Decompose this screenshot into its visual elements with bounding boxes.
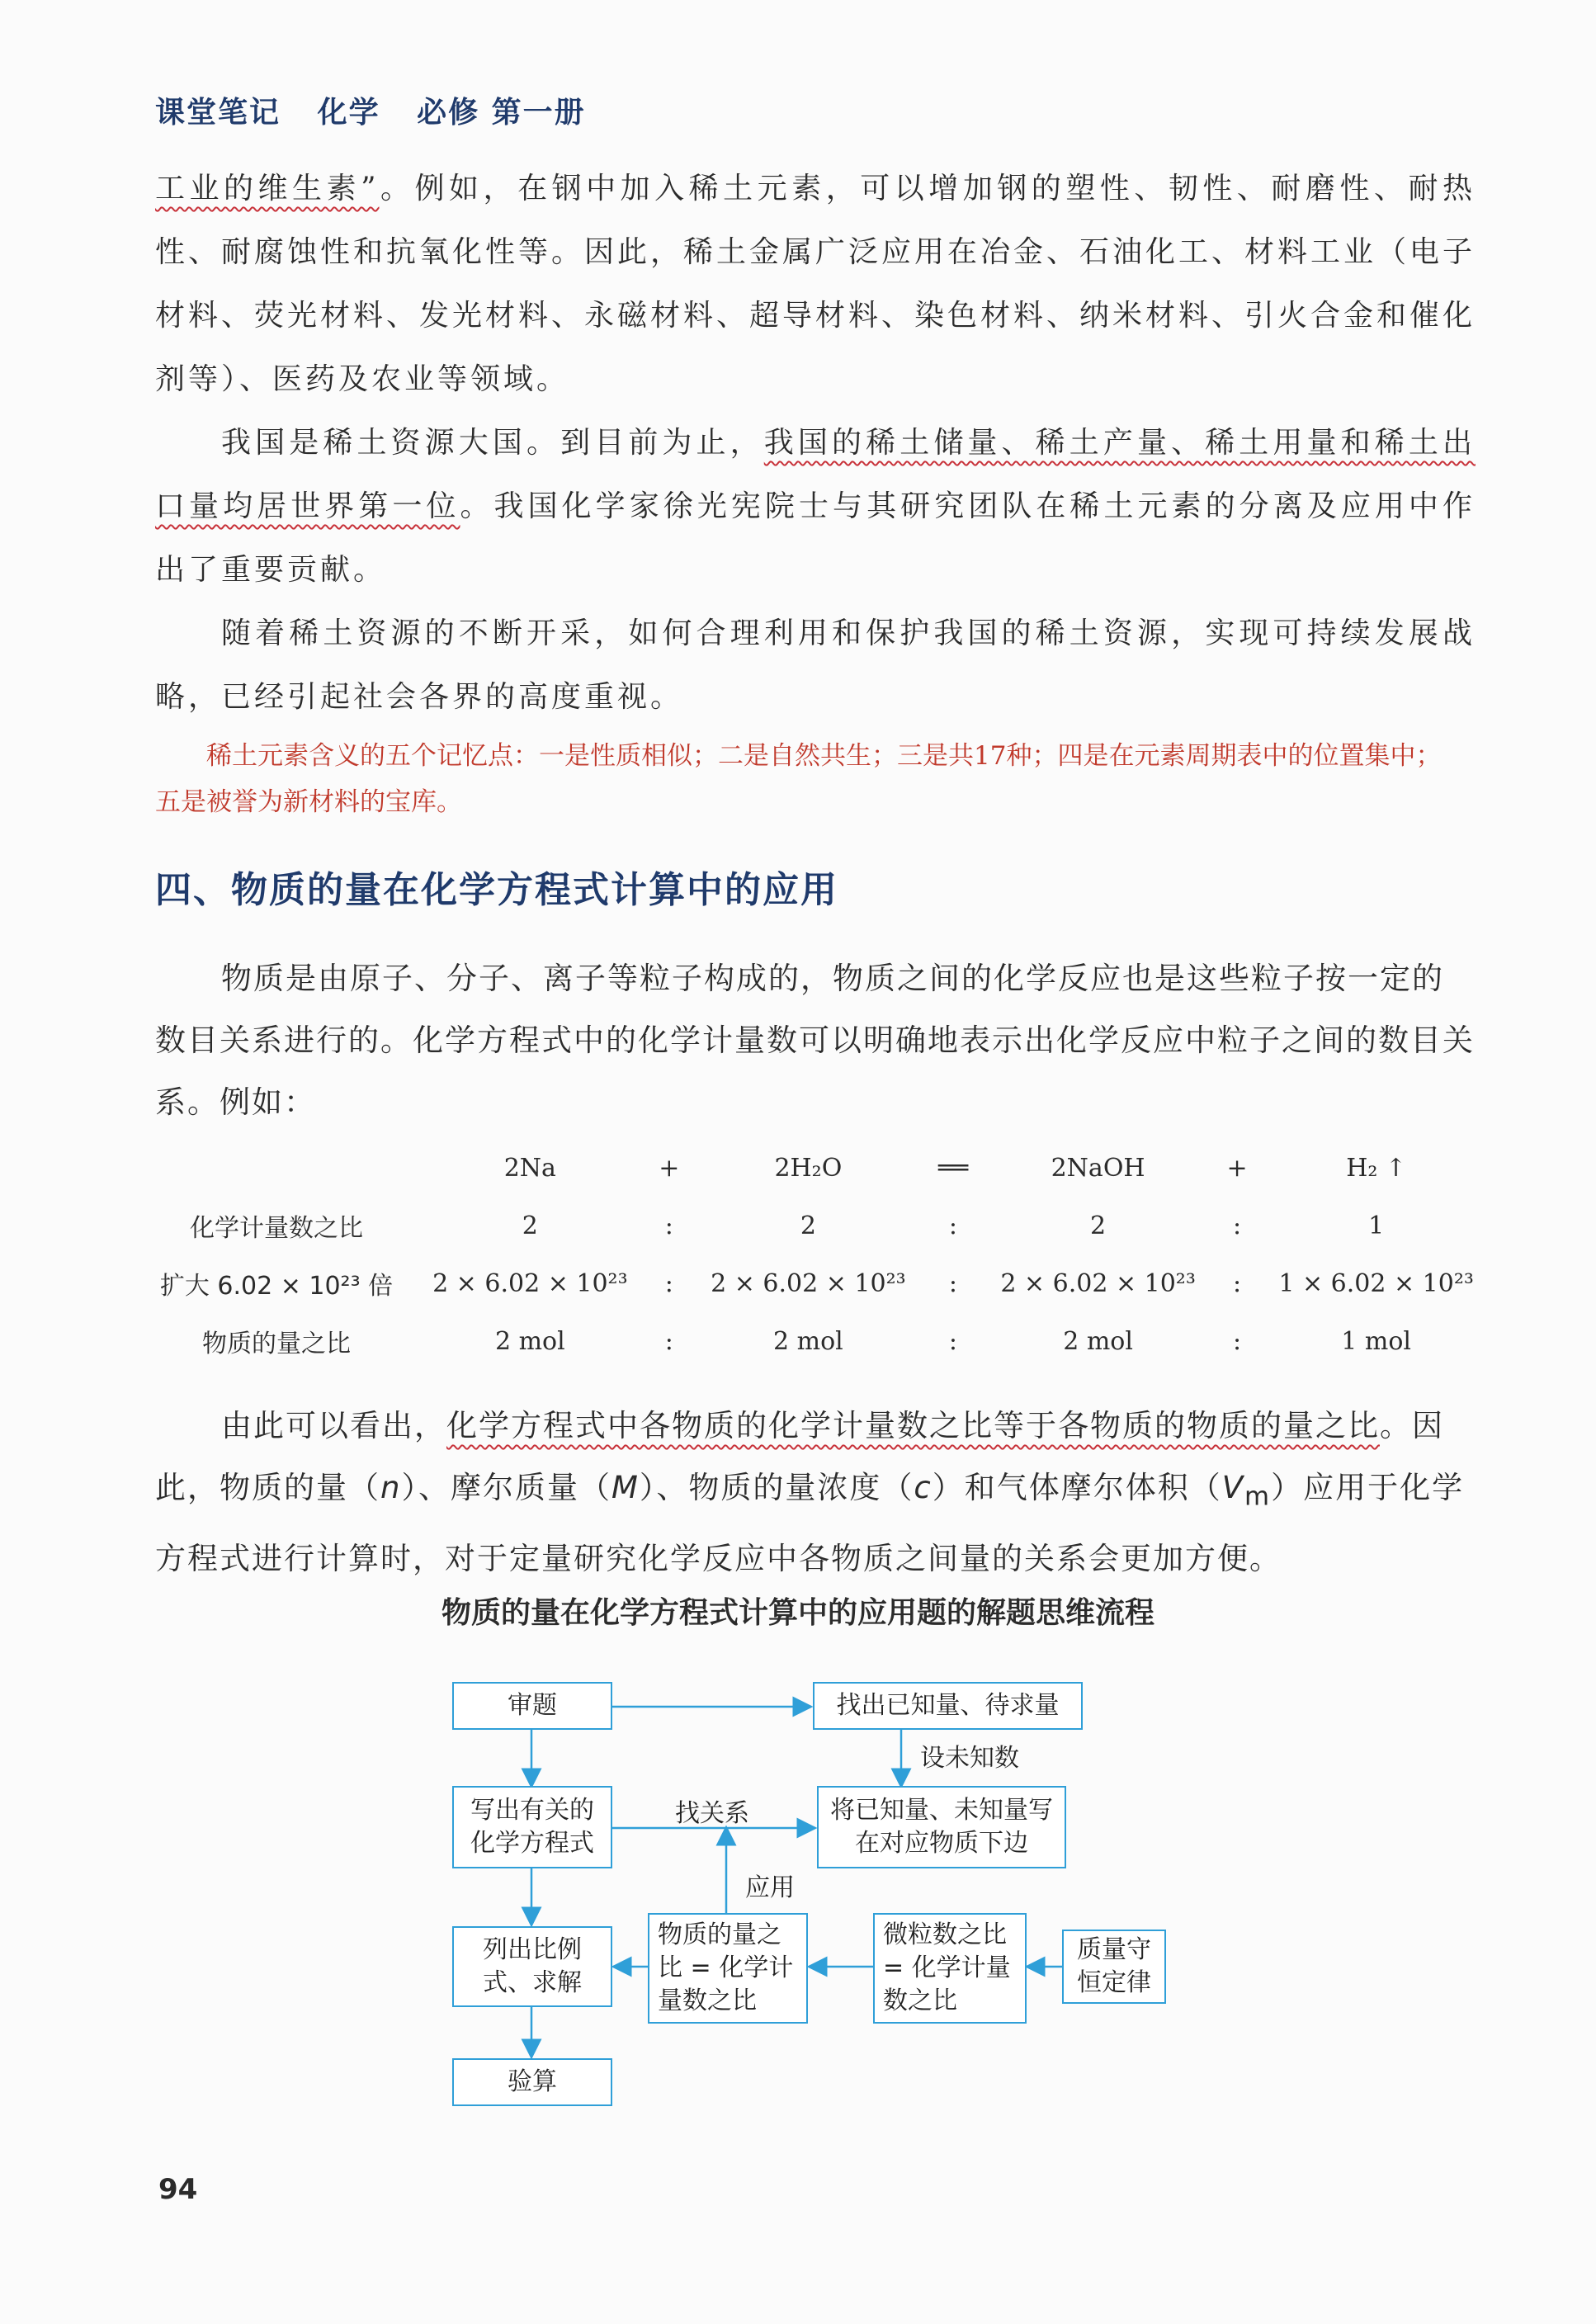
symbol-m-molar: M: [611, 1470, 640, 1505]
cell: :: [948, 1268, 958, 1298]
cell: :: [664, 1326, 673, 1356]
cell: :: [1233, 1211, 1242, 1240]
p2-lead: 由此可以看出，: [221, 1408, 446, 1443]
symbol-v-subscript: m: [1244, 1481, 1272, 1512]
flow-particle-ratio-box: 微粒数之比 = 化学计量数之比: [873, 1913, 1027, 2024]
cell: 1 mol: [1341, 1326, 1412, 1356]
flow-mol-ratio-box: 物质的量之比 = 化学计量数之比: [648, 1913, 808, 2024]
species-plus-2: +: [1226, 1153, 1248, 1183]
flow-review-box: 审题: [452, 1682, 612, 1730]
cell: 2 mol: [494, 1326, 565, 1356]
flow-ratio-solve-box: 列出比例式、求解: [452, 1926, 612, 2007]
flow-find-known-box: 找出已知量、待求量: [813, 1682, 1083, 1730]
row-label: 物质的量之比: [202, 1330, 351, 1358]
symbol-v: V: [1221, 1470, 1245, 1505]
flow-check-box: 验算: [452, 2058, 612, 2106]
memory-note-line-1: 稀土元素含义的五个记忆点：一是性质相似；二是自然共生；三是共17种；四是在元素周期表中的位置集中；: [206, 741, 1442, 771]
section-title: 四、物质的量在化学方程式计算中的应用: [155, 869, 838, 911]
symbol-c: c: [914, 1470, 933, 1505]
intro-text: 。例如，在钢中加入稀土元素，可以增加钢的塑性、韧性、耐磨性、耐热性、耐腐蚀性和抗氧化性等。因此，稀土金属广泛应用在冶金、石油化工、材料工业（电子材料、荧光材料、发光材料、永磁材料、超导材料、染色材料、纳米材料、引火合金和催化剂等）、医药及农业等领域。: [155, 172, 1476, 396]
p2-tail: 。我国化学家徐光宪院士与其研究团队在稀土元素的分离及应用中作出了重要贡献。: [155, 489, 1476, 587]
cell: :: [948, 1211, 958, 1240]
flow-write-equation-box: 写出有关的化学方程式: [452, 1786, 612, 1868]
row-label: 化学计量数之比: [190, 1214, 363, 1243]
header-subject: 化学: [317, 96, 380, 130]
cell: 2 × 6.02 × 10²³: [711, 1268, 906, 1298]
cell: 2 mol: [773, 1326, 843, 1356]
cell: 2 × 6.02 × 10²³: [432, 1268, 628, 1298]
flow-apply-label: 应用: [745, 1873, 795, 1902]
cell: :: [664, 1268, 673, 1298]
flow-set-unknown-label: 设未知数: [920, 1744, 1019, 1773]
species-plus-1: +: [659, 1153, 680, 1183]
p3-text: 随着稀土资源的不断开采，如何合理利用和保护我国的稀土资源，实现可持续发展战略，已经引起社会各界的高度重视。: [155, 616, 1476, 714]
page-number: 94: [158, 2173, 198, 2206]
cell: :: [948, 1326, 958, 1356]
flowchart-title: 物质的量在化学方程式计算中的应用题的解题思维流程: [441, 1596, 1155, 1630]
cell: :: [1233, 1326, 1242, 1356]
cell: 2 mol: [1063, 1326, 1133, 1356]
cell: 2: [800, 1211, 816, 1240]
header-volume: 必修 第一册: [417, 96, 586, 130]
cell: 2: [1090, 1211, 1107, 1240]
cell: 2 × 6.02 × 10²³: [1000, 1268, 1196, 1298]
memory-note-line-2: 五是被誉为新材料的宝库。: [155, 787, 462, 817]
flow-mass-conservation-box: 质量守恒定律: [1062, 1930, 1166, 2004]
flow-place-box: 将已知量、未知量写在对应物质下边: [817, 1786, 1066, 1868]
p2-text: ）、物质的量浓度（: [639, 1470, 914, 1505]
species-na: 2Na: [503, 1153, 556, 1183]
symbol-n: n: [380, 1470, 402, 1505]
header-book: 课堂笔记: [155, 96, 281, 130]
p2-lead: 我国是稀土资源大国。到目前为止，: [221, 426, 764, 460]
section-underlined: 化学方程式中各物质的化学计量数之比等于各物质的物质的量之比: [446, 1408, 1380, 1443]
p2-underlined: 我国的稀土储量、稀土产量、稀土用量和稀土出口量均居世界第一位: [155, 426, 1476, 523]
cell: :: [664, 1211, 673, 1240]
p2-text: 。因此，物质的量（: [155, 1408, 1444, 1505]
intro-underlined: 工业的维生素”: [155, 172, 380, 205]
species-water: 2H₂O: [774, 1153, 843, 1183]
p2-text: ）应用于化学方程式进行计算时，对于定量研究化学反应中各物质之间量的关系会更加方便。: [155, 1470, 1465, 1577]
p2-text: ）和气体摩尔体积（: [932, 1470, 1222, 1505]
cell: 2: [522, 1211, 538, 1240]
section-p1-text: 物质是由原子、分子、离子等粒子构成的，物质之间的化学反应也是这些粒子按一定的数目关系进行的。化学方程式中的化学计量数可以明确地表示出化学反应中粒子之间的数目关系。例如：: [155, 961, 1475, 1120]
row-label: 扩大 6.02 × 10²³ 倍: [159, 1272, 394, 1301]
species-equals: ══: [937, 1153, 969, 1183]
cell: 1: [1368, 1211, 1385, 1240]
p2-text: ）、摩尔质量（: [401, 1470, 611, 1505]
species-h2: H₂ ↑: [1346, 1153, 1407, 1183]
flow-find-relation-label: 找关系: [675, 1799, 749, 1828]
cell: :: [1233, 1268, 1242, 1298]
cell: 1 × 6.02 × 10²³: [1278, 1268, 1474, 1298]
species-naoh: 2NaOH: [1051, 1153, 1145, 1183]
